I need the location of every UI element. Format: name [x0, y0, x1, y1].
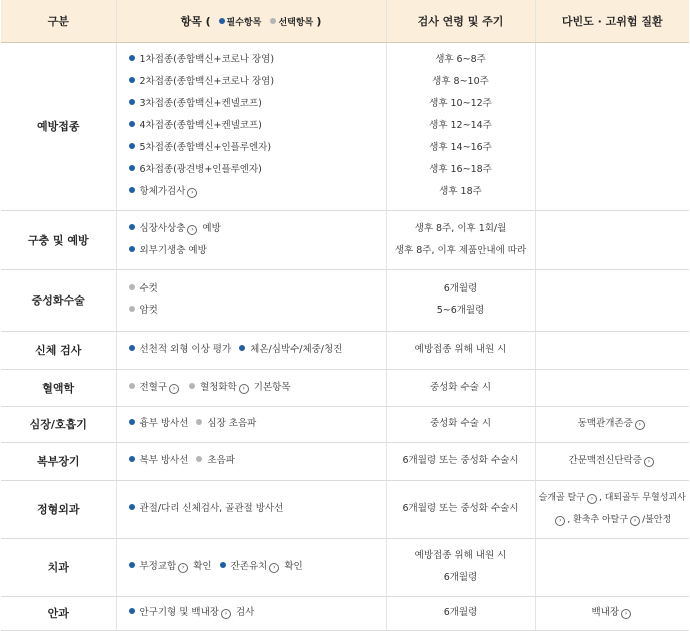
header-category: 구분 [1, 0, 116, 42]
disease-cell[interactable] [535, 596, 689, 630]
chevron-right-circle-icon[interactable] [221, 609, 231, 619]
age-text: 5~6개월령 [436, 305, 485, 316]
header-age-cycle: 검사 연령 및 주기 [386, 0, 535, 42]
item-optional [129, 278, 158, 300]
table-row [1, 596, 689, 630]
chevron-right-circle-icon[interactable] [187, 188, 197, 198]
item-required [129, 413, 189, 435]
items-cell [116, 331, 386, 369]
item-label: 3차접종(종합백신+켄넬코프) [139, 98, 262, 109]
category-cell: 예방접종 [1, 42, 116, 210]
category-cell: 치과 [1, 538, 116, 596]
item-label: 1차접종(종합백신+코로나 장염) [139, 54, 275, 65]
optional-dot-icon [129, 306, 135, 312]
item-label: 심장 초음파 [207, 418, 257, 429]
required-dot-icon [129, 187, 135, 193]
item-required [129, 49, 275, 71]
item-label: 암컷 [139, 305, 158, 316]
disease-cell [535, 480, 689, 538]
item-required [129, 450, 189, 472]
age-text: 6개월령 또는 중성화 수술시 [402, 455, 519, 466]
item-required[interactable] [129, 181, 200, 203]
item-required [129, 159, 262, 181]
table-row [1, 406, 689, 442]
table-row [1, 369, 689, 406]
table-header-row [1, 0, 689, 42]
table-row [1, 42, 689, 210]
disease-label: 간문맥전신단락증 [568, 455, 642, 466]
item-label: 관절/다리 신체검사, 골관절 방사선 [139, 503, 284, 514]
ages-cell [386, 406, 535, 442]
item-suffix: 검사 [232, 607, 255, 618]
optional-dot-icon [196, 419, 202, 425]
table-row [1, 331, 689, 369]
chevron-right-circle-icon[interactable] [169, 384, 179, 394]
optional-dot-icon [129, 284, 135, 290]
required-dot-icon [129, 121, 135, 127]
item-label: 선천적 외형 이상 평가 [139, 344, 232, 355]
optional-dot-icon [196, 456, 202, 462]
required-dot-icon [129, 562, 135, 568]
item-required [129, 240, 207, 262]
age-text: 예방접종 위해 내원 시 [414, 550, 507, 561]
category-cell: 안과 [1, 596, 116, 630]
item-label: 5차접종(종합백신+인플루엔자) [139, 142, 272, 153]
disease-label: , 대퇴골두 무혈성괴사 [599, 493, 686, 503]
required-dot-icon [129, 456, 135, 462]
age-text: 생후 6~8주 [435, 54, 486, 65]
age-text: 6개월령 또는 중성화 수술시 [402, 503, 519, 514]
category-cell: 혈액학 [1, 369, 116, 406]
item-optional [129, 300, 158, 322]
ages-cell [386, 331, 535, 369]
legend-optional-label: 선택항목 [278, 17, 314, 28]
chevron-right-circle-icon[interactable] [178, 563, 188, 573]
ages-cell [386, 42, 535, 210]
item-optional [196, 450, 235, 472]
table-row [1, 210, 689, 269]
item-label: 초음파 [207, 455, 235, 466]
chevron-right-circle-icon[interactable] [587, 494, 597, 504]
item-label: 복부 방사선 [139, 455, 189, 466]
items-cell [116, 369, 386, 406]
required-dot-icon [129, 504, 135, 510]
item-suffix: 확인 [190, 561, 212, 572]
ages-cell [386, 480, 535, 538]
chevron-right-circle-icon[interactable] [269, 563, 279, 573]
ages-cell [386, 442, 535, 480]
category-cell: 구충 및 예방 [1, 210, 116, 269]
item-label: 6차접종(광견병+인플루엔자) [139, 164, 262, 175]
ages-cell [386, 369, 535, 406]
legend [215, 18, 317, 28]
table-row [1, 538, 689, 596]
header-items-close: ) [316, 14, 322, 28]
disease-cell[interactable] [535, 442, 689, 480]
item-label: 체온/심박수/체중/청진 [250, 344, 343, 355]
ages-cell [386, 210, 535, 269]
age-text: 중성화 수술 시 [429, 418, 492, 429]
item-label: 수컷 [139, 283, 158, 294]
item-label: 안구기형 및 백내장 [139, 607, 219, 618]
optional-dot-icon [189, 383, 195, 389]
ages-cell [386, 596, 535, 630]
legend-required-label: 필수항목 [226, 17, 262, 28]
item-required[interactable] [220, 556, 303, 578]
required-dot-icon [129, 165, 135, 171]
required-dot-icon [239, 345, 245, 351]
required-dot-icon [129, 55, 135, 61]
age-text: 생후 18주 [439, 186, 482, 197]
header-disease: 다빈도 · 고위험 질환 [535, 0, 689, 42]
item-required [239, 339, 342, 361]
item-optional [196, 413, 256, 435]
age-text: 생후 8~10주 [432, 76, 489, 87]
table-row [1, 480, 689, 538]
item-required [129, 71, 275, 93]
age-text: 생후 10~12주 [429, 98, 492, 109]
age-text: 생후 8주, 이후 1회/월 [414, 222, 507, 234]
chevron-right-circle-icon[interactable] [635, 420, 645, 430]
age-text: 예방접종 위해 내원 시 [414, 344, 507, 355]
ages-cell [386, 538, 535, 596]
disease-cell[interactable] [535, 406, 689, 442]
age-text: 6개월령 [443, 283, 478, 294]
age-text: 6개월령 [443, 572, 478, 583]
optional-dot-icon [129, 383, 135, 389]
age-text: 6개월령 [443, 607, 478, 618]
health-checkup-table [1, 0, 689, 631]
age-text: 생후 16~18주 [429, 164, 492, 175]
age-text: 중성화 수술 시 [429, 381, 492, 393]
item-optional[interactable] [129, 377, 182, 399]
table-row [1, 442, 689, 480]
item-label: 4차접종(종합백신+켄넬코프) [139, 120, 262, 131]
item-required [129, 498, 284, 520]
item-required[interactable] [129, 218, 221, 240]
item-label: 흉부 방사선 [139, 418, 189, 429]
disease-label: , 환축추 아탈구 [567, 515, 629, 525]
disease-label: 백내장 [591, 607, 620, 618]
disease-cell [535, 42, 689, 210]
category-cell: 심장/호흡기 [1, 406, 116, 442]
item-label: 잔존유치 [230, 561, 268, 572]
item-suffix: 확인 [281, 561, 303, 572]
item-label: 2차접종(종합백신+코로나 장염) [139, 76, 275, 87]
category-cell: 복부장기 [1, 442, 116, 480]
chevron-right-circle-icon[interactable] [621, 609, 631, 619]
age-text: 생후 8주, 이후 제품안내에 따라 [394, 244, 527, 256]
ages-cell [386, 269, 535, 331]
category-cell: 신체 검사 [1, 331, 116, 369]
required-dot-icon [129, 246, 135, 252]
item-label: 항체가검사 [139, 186, 186, 197]
item-required [129, 93, 262, 115]
category-cell: 정형외과 [1, 480, 116, 538]
item-required[interactable] [129, 556, 212, 578]
disease-cell [535, 369, 689, 406]
required-dot-icon [219, 18, 225, 24]
chevron-right-circle-icon[interactable] [239, 384, 249, 394]
item-required [129, 115, 262, 137]
items-cell [116, 42, 386, 210]
items-cell [116, 596, 386, 630]
item-label: 외부기생충 예방 [139, 244, 207, 256]
disease-line [536, 487, 690, 509]
chevron-right-circle-icon[interactable] [630, 516, 640, 526]
item-suffix: 기본항목 [250, 381, 291, 393]
item-label: 부정교합 [139, 561, 177, 572]
disease-label: 슬개골 탈구 [538, 493, 585, 503]
required-dot-icon [129, 345, 135, 351]
header-items [116, 0, 386, 42]
item-required [129, 339, 232, 361]
item-label: 전혈구 [139, 381, 168, 393]
required-dot-icon [129, 419, 135, 425]
disease-cell [535, 210, 689, 269]
disease-label: 동맥관개존증 [577, 418, 633, 429]
required-dot-icon [129, 99, 135, 105]
items-cell [116, 442, 386, 480]
item-optional[interactable] [189, 377, 290, 399]
item-required [129, 137, 272, 159]
chevron-right-circle-icon[interactable] [187, 225, 197, 235]
required-dot-icon [129, 143, 135, 149]
table-row [1, 269, 689, 331]
items-cell [116, 269, 386, 331]
optional-dot-icon [270, 18, 276, 24]
disease-cell [535, 331, 689, 369]
category-cell: 중성화수술 [1, 269, 116, 331]
required-dot-icon [129, 224, 135, 230]
item-label: 혈청화학 [200, 381, 237, 393]
age-text: 생후 14~16주 [429, 142, 492, 153]
required-dot-icon [220, 562, 226, 568]
disease-label: /불안정 [642, 515, 672, 525]
chevron-right-circle-icon[interactable] [644, 457, 654, 467]
item-label: 심장사상충 [139, 222, 186, 234]
items-cell [116, 406, 386, 442]
chevron-right-circle-icon[interactable] [555, 516, 565, 526]
disease-cell [535, 538, 689, 596]
disease-line [536, 509, 690, 531]
items-cell [116, 480, 386, 538]
age-text: 생후 12~14주 [429, 120, 492, 131]
item-suffix: 예방 [199, 222, 221, 234]
items-cell [116, 538, 386, 596]
required-dot-icon [129, 608, 135, 614]
disease-cell [535, 269, 689, 331]
header-items-title: 항목 ( [180, 14, 211, 28]
items-cell [116, 210, 386, 269]
item-required[interactable] [129, 602, 255, 624]
required-dot-icon [129, 77, 135, 83]
